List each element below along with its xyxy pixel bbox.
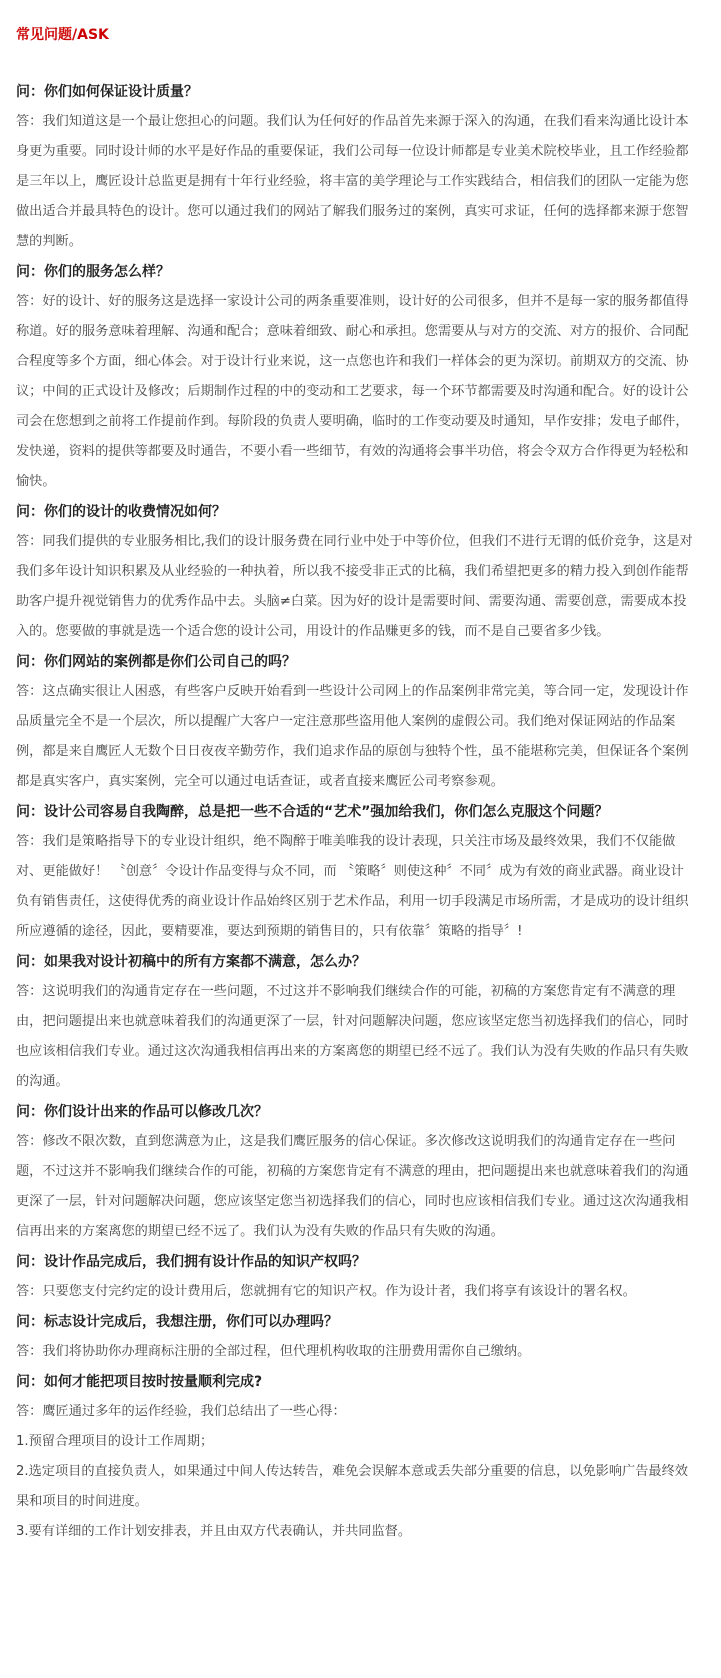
- faq-question: 问：设计公司容易自我陶醉，总是把一些不合适的“艺术”强加给我们，你们怎么克服这个问题？: [16, 804, 609, 820]
- faq-answer: 答：我们知道这是一个最让您担心的问题。我们认为任何好的作品首先来源于深入的沟通，在我们看来沟通比设计本身更为重要。同时设计师的水平是好作品的重要保证，我们公司每一位设计师都是专业美术院校毕业，且工作经验都是三年以上，鹰匠设计总监更是拥有十年行业经验，将丰富的美学理论与工作实践结合，相信我们的团队一定能为您做出适合并最具特色的设计。您可以通过我们的网站了解我们服务过的案例，真实可求证，任何的选择都来源于您智慧的判断。: [16, 114, 689, 249]
- faq-answer: 答：这说明我们的沟通肯定存在一些问题，不过这并不影响我们继续合作的可能，初稿的方案您肯定有不满意的理由，把问题提出来也就意味着我们的沟通更深了一层，针对问题解决问题，您应该坚定您当初选择我们的信心，同时也应该相信我们专业。通过这次沟通我相信再出来的方案离您的期望已经不远了。我们认为没有失败的作品只有失败的沟通。: [16, 984, 689, 1089]
- tip-item: 3.要有详细的工作计划安排表，并且由双方代表确认，并共同监督。: [16, 1524, 412, 1539]
- faq-question: 问：你们的设计的收费情况如何？: [16, 504, 226, 520]
- faq-question: 问：如何才能把项目按时按量顺利完成?: [16, 1374, 263, 1390]
- faq-question: 问：你们如何保证设计质量？: [16, 84, 198, 100]
- faq-question: 问：如果我对设计初稿中的所有方案都不满意，怎么办？: [16, 954, 366, 970]
- faq-question: 问：设计作品完成后，我们拥有设计作品的知识产权吗？: [16, 1254, 366, 1270]
- faq-item: [16, 1307, 706, 1367]
- faq-question: 问：你们设计出来的作品可以修改几次？: [16, 1104, 268, 1120]
- faq-answer: 答：这点确实很让人困惑，有些客户反映开始看到一些设计公司网上的作品案例非常完美，等合同一定，发现设计作品质量完全不是一个层次，所以提醒广大客户一定注意那些盗用他人案例的虚假公司。我们绝对保证网站的作品案例，都是来自鹰匠人无数个日日夜夜辛勤劳作，我们追求作品的原创与独特个性，虽不能堪称完美，但保证各个案例都是真实客户，真实案例，完全可以通过电话查证，或者直接来鹰匠公司考察参观。: [16, 684, 689, 789]
- faq-item: [16, 1247, 706, 1307]
- faq-item: [16, 497, 706, 647]
- faq-item: [16, 257, 706, 497]
- faq-question: 问：标志设计完成后，我想注册，你们可以办理吗？: [16, 1314, 338, 1330]
- page-title: 常见问题/ASK: [16, 27, 109, 43]
- faq-item: [16, 1097, 706, 1247]
- faq-question: 问：你们的服务怎么样？: [16, 264, 170, 280]
- tip-item: 1.预留合理项目的设计工作周期；: [16, 1434, 214, 1449]
- faq-item: [16, 797, 706, 947]
- faq-item: [16, 947, 706, 1097]
- faq-answer: 答：修改不限次数，直到您满意为止，这是我们鹰匠服务的信心保证。多次修改这说明我们的沟通肯定存在一些问题，不过这并不影响我们继续合作的可能，初稿的方案您肯定有不满意的理由，把问题提出来也就意味着我们的沟通更深了一层，针对问题解决问题，您应该坚定您当初选择我们的信心，同时也应该相信我们专业。通过这次沟通我相信再出来的方案离您的期望已经不远了。我们认为没有失败的作品只有失败的沟通。: [16, 1134, 689, 1239]
- faq-answer: 答：只要您支付完约定的设计费用后，您就拥有它的知识产权。作为设计者，我们将享有该设计的署名权。: [16, 1284, 636, 1299]
- faq-answer: 答：我们将协助你办理商标注册的全部过程，但代理机构收取的注册费用需你自己缴纳。: [16, 1344, 531, 1359]
- faq-answer: 答：鹰匠通过多年的运作经验，我们总结出了一些心得：: [16, 1404, 346, 1419]
- faq-answer: 答：好的设计、好的服务这是选择一家设计公司的两条重要准则，设计好的公司很多，但并不是每一家的服务都值得称道。好的服务意味着理解、沟通和配合；意味着细致、耐心和承担。您需要从与对方的交流、对方的报价、合同配合程度等多个方面，细心体会。对于设计行业来说，这一点您也许和我们一样体会的更为深切。前期双方的交流、协议；中间的正式设计及修改；后期制作过程的中的变动和工艺要求，每一个环节都需要及时沟通和配合。好的设计公司会在您想到之前将工作提前作到。每阶段的负责人要明确，临时的工作变动要及时通知，早作安排；发电子邮件，发快递，资料的提供等都要及时通告，不要小看一些细节，有效的沟通将会事半功倍，将会令双方合作得更为轻松和愉快。: [16, 294, 689, 489]
- faq-item: [16, 77, 706, 257]
- tip-item: 2.选定项目的直接负责人，如果通过中间人传达转告，难免会误解本意或丢失部分重要的信息，以免影响广告最终效果和项目的时间进度。: [16, 1464, 688, 1509]
- faq-list: [16, 77, 706, 1547]
- faq-item: [16, 1367, 706, 1547]
- faq-item: [16, 647, 706, 797]
- faq-question: 问：你们网站的案例都是你们公司自己的吗？: [16, 654, 296, 670]
- faq-answer: 答：我们是策略指导下的专业设计组织，绝不陶醉于唯美唯我的设计表现，只关注市场及最终效果，我们不仅能做对、更能做好！ 〝创意〞令设计作品变得与众不同，而 〝策略〞则使这种〞不同〞成为有效的商业武器。商业设计负有销售责任，这使得优秀的商业设计作品始终区别于艺术作品，利用一切手段满足市场所需，才是成功的设计组织所应遵循的途径，因此，要精要准，要达到预期的销售目的，只有依靠〞策略的指导〞!: [16, 834, 689, 939]
- faq-answer: 答：同我们提供的专业服务相比,我们的设计服务费在同行业中处于中等价位，但我们不进行无谓的低价竞争，这是对我们多年设计知识积累及从业经验的一种执着，所以我不接受非正式的比稿，我们希望把更多的精力投入到创作能帮助客户提升视觉销售力的优秀作品中去。头脑≠白菜。因为好的设计是需要时间、需要沟通、需要创意，需要成本投入的。您要做的事就是选一个适合您的设计公司，用设计的作品赚更多的钱，而不是自己要省多少钱。: [16, 534, 693, 639]
